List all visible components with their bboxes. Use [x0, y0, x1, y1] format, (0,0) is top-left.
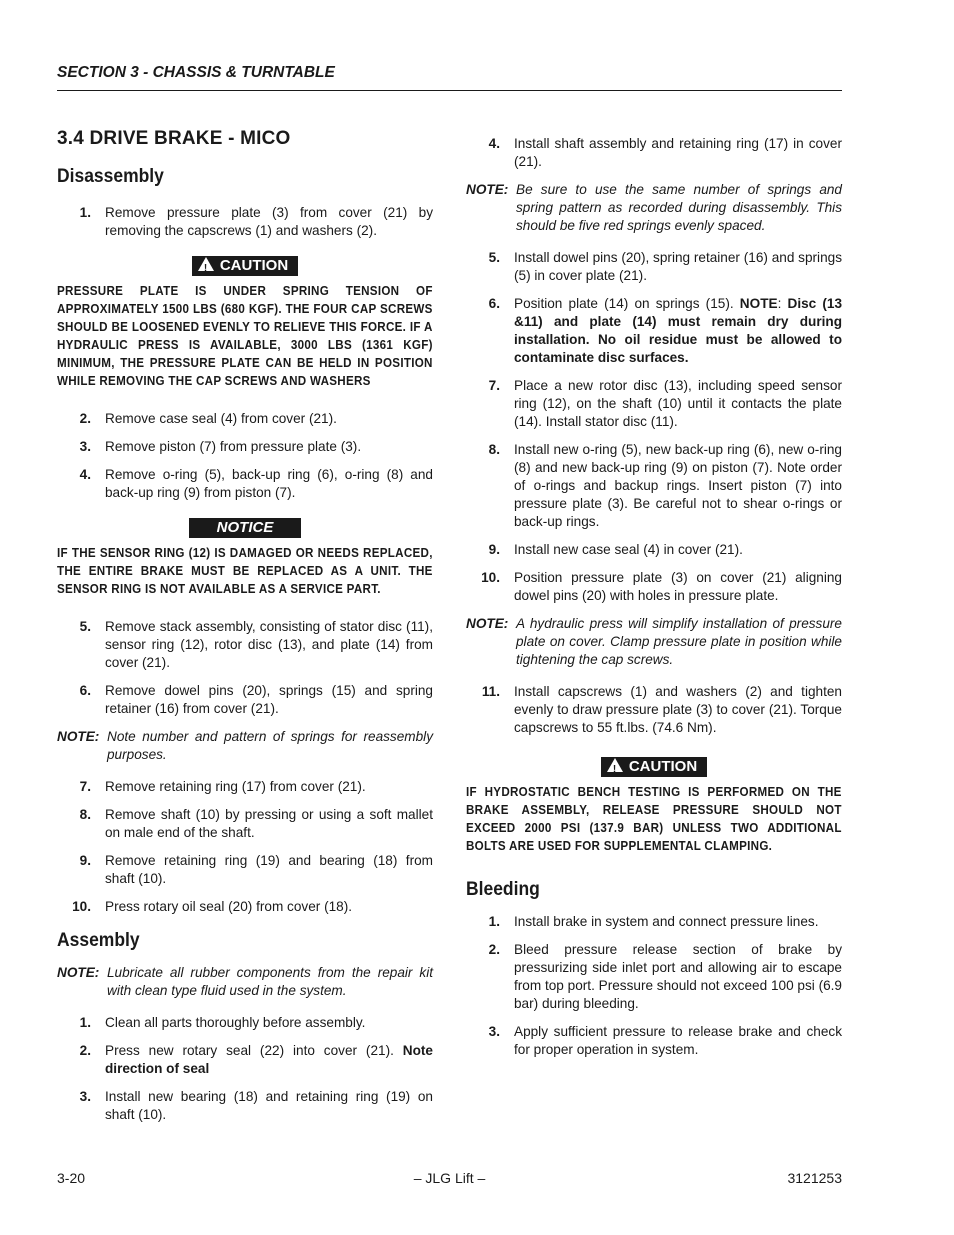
notice-text: IF THE SENSOR RING (12) IS DAMAGED OR NEEDS REPLACED, THE ENTIRE BRAKE MUST BE REPLACED AS A UNIT. THE SENSOR RING IS NOT AVAILABLE AS A SERVICE PART. [57, 546, 433, 596]
list-item: 2. Remove case seal (4) from cover (21). [79, 411, 337, 426]
page-number: 3-20 [57, 1170, 86, 1186]
caution-text: IF HYDROSTATIC BENCH TESTING IS PERFORMED ON THE BRAKE ASSEMBLY, RELEASE PRESSURE SHOULD NOT EXCEED 2000 PSI (137.9 BAR) UNLESS TWO ADDITIONAL BOLTS ARE USED FOR SUPPLEMENTAL CLAMPING. [466, 785, 842, 853]
list-item: 1. Remove pressure plate (3) from cover (21) by removing the capscrews (1) and washers (2). [79, 205, 433, 238]
section-title: SECTION 3 - CHASSIS & TURNTABLE [57, 64, 335, 81]
list-item: 6. Position plate (14) on springs (15). NOTE: Disc (13 &11) and plate (14) must remain dry during installation. No oil residue must be allowed to contaminate disc surfaces. [488, 296, 843, 365]
list-item: 5. Remove stack assembly, consisting of stator disc (11), sensor ring (12), rotor disc (13), and plate (14) from cover (21). [79, 619, 433, 670]
left-column [57, 130, 433, 1134]
list-item: 5. Install dowel pins (20), spring retainer (16) and springs (5) in cover plate (21). [488, 250, 842, 283]
list-item: 7. Place a new rotor disc (13), including speed sensor ring (12), on the shaft (10) until it contacts the plate (14). Install stator disc (11). [488, 378, 842, 429]
list-item: 9. Remove retaining ring (19) and bearing (18) from shaft (10). [79, 853, 433, 886]
disassembly-heading: Disassembly [57, 166, 164, 187]
caution-badge: ! CAUTION [601, 757, 707, 777]
notice-badge: NOTICE [189, 518, 302, 538]
list-item: 2. Press new rotary seal (22) into cover (21). Note direction of seal [79, 1043, 433, 1076]
caution-badge: ! CAUTION [192, 256, 298, 276]
right-column [466, 135, 842, 1069]
list-item: 11. Install capscrews (1) and washers (2) and tighten evenly to draw pressure plate (3) to cover (21). Torque capscrews to 55 ft.lbs. (74.6 Nm). [481, 684, 842, 735]
list-item: 3. Apply sufficient pressure to release brake and check for proper operation in system. [488, 1024, 842, 1057]
list-item: 1. Install brake in system and connect pressure lines. [488, 914, 819, 929]
list-item: 10. Press rotary oil seal (20) from cover (18). [72, 899, 353, 914]
note: NOTE: Note number and pattern of springs for reassembly purposes. [57, 729, 433, 762]
list-item: 3. Remove piston (7) from pressure plate (3). [79, 439, 362, 454]
list-item: 3. Install new bearing (18) and retaining ring (19) on shaft (10). [79, 1089, 433, 1122]
list-item: 8. Remove shaft (10) by pressing or using a soft mallet on male end of the shaft. [79, 807, 433, 840]
list-item: 7. Remove retaining ring (17) from cover (21). [79, 779, 366, 794]
list-item: 2. Bleed pressure release section of brake by pressurizing side inlet port and allowing air to escape from top port. Pressure should not exceed 100 psi (6.9 bar) during bleeding. [488, 942, 842, 1011]
warning-icon: ! [198, 257, 214, 271]
list-item: 10. Position pressure plate (3) on cover (21) aligning dowel pins (20) with holes in pressure plate. [481, 570, 842, 603]
list-item: 8. Install new o-ring (5), new back-up ring (6), new o-ring (8) and new back-up ring (9) on piston (7). Note order of o-rings and backup rings. Insert piston (7) into pressure plate (3). Be careful not to shear o-rings or back-up rings. [488, 442, 842, 529]
page-header [57, 64, 842, 91]
bleeding-heading: Bleeding [466, 879, 540, 900]
warning-icon: ! [607, 758, 623, 772]
note: NOTE: Lubricate all rubber components from the repair kit with clean type fluid used in the system. [57, 965, 433, 998]
note: NOTE: Be sure to use the same number of springs and spring pattern as recorded during disassembly. This should be five red springs evenly spaced. [466, 182, 842, 233]
list-item: 4. Remove o-ring (5), back-up ring (6), o-ring (8) and back-up ring (9) from piston (7). [79, 467, 433, 500]
list-item: 9. Install new case seal (4) in cover (21). [488, 542, 743, 557]
list-item: 1. Clean all parts thoroughly before assembly. [79, 1015, 366, 1030]
caution-text: PRESSURE PLATE IS UNDER SPRING TENSION OF APPROXIMATELY 1500 LBS (680 KGF). THE FOUR CAP SCREWS SHOULD BE LOOSENED EVENLY TO RELIEVE THIS FORCE. IF A HYDRAULIC PRESS IS AVAILABLE, 3000 LBS (1361 KGF) MINIMUM, THE PRESSURE PLATE CAN BE HELD IN POSITION WHILE REMOVING THE CAP SCREWS AND WASHERS [57, 284, 433, 388]
page-title: 3.4 DRIVE BRAKE - MICO [57, 128, 291, 149]
document-number: 3121253 [787, 1170, 842, 1186]
list-item: 6. Remove dowel pins (20), springs (15) and spring retainer (16) from cover (21). [79, 683, 433, 716]
note: NOTE: A hydraulic press will simplify installation of pressure plate on cover. Clamp pressure plate in position while tightening the cap screws. [466, 616, 842, 667]
assembly-heading: Assembly [57, 930, 140, 951]
footer-center: – JLG Lift – [413, 1170, 486, 1186]
list-item: 4. Install shaft assembly and retaining ring (17) in cover (21). [488, 136, 842, 169]
